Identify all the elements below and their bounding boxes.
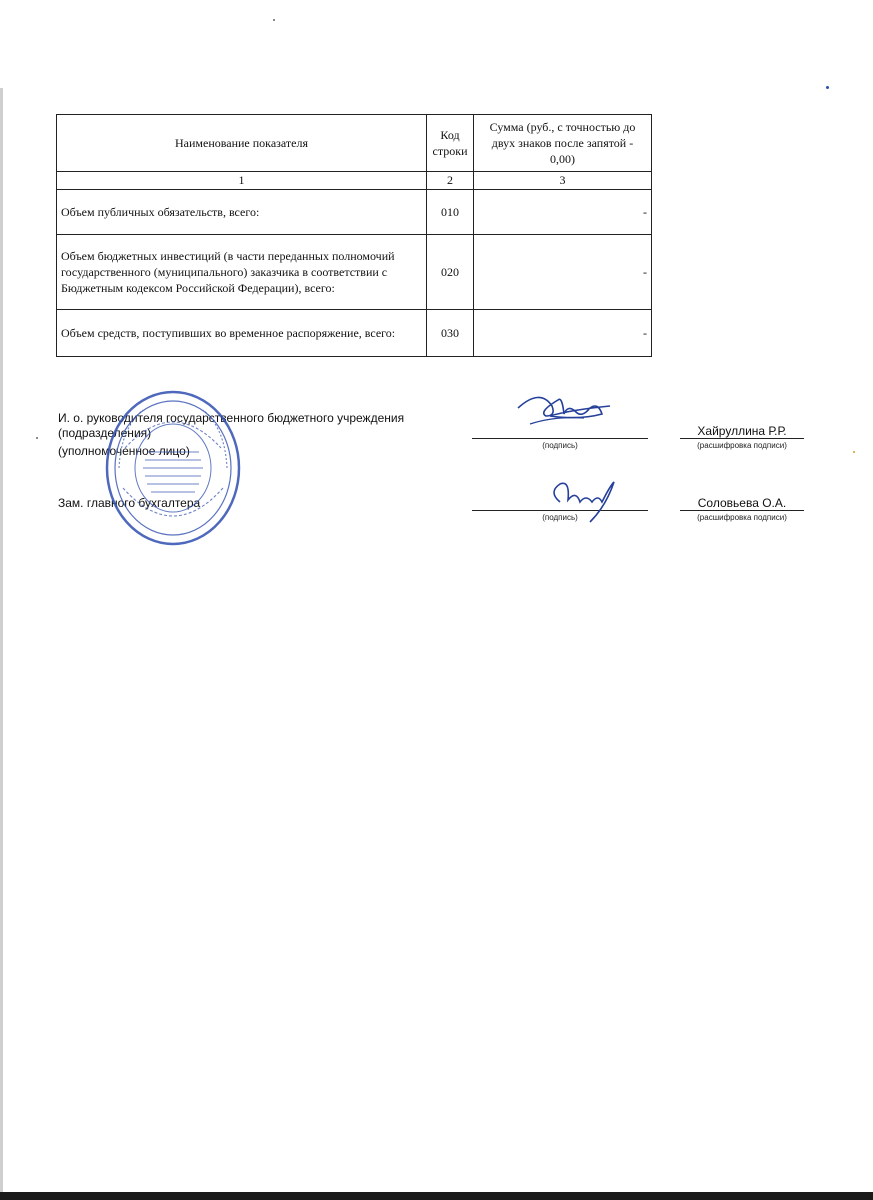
accountant-signature-scribble xyxy=(540,476,630,526)
head-signature-caption: (подпись) xyxy=(542,441,578,450)
column-number: 1 xyxy=(57,172,427,190)
accountant-name-line xyxy=(680,510,804,511)
row-sum: - xyxy=(474,235,652,310)
column-number: 3 xyxy=(474,172,652,190)
row-sum: - xyxy=(474,190,652,235)
table-header-row xyxy=(57,115,652,172)
row-code: 010 xyxy=(427,190,474,235)
row-name: Объем бюджетных инвестиций (в части переданных полномочий государственного (муниципального) заказчика в соответствии с Бюджетным кодексом Российской Федерации), всего: xyxy=(57,235,427,310)
accountant-title: Зам. главного бухгалтера xyxy=(58,496,201,510)
scan-speck xyxy=(36,437,38,439)
head-name-caption: (расшифровка подписи) xyxy=(697,441,787,450)
column-numbers-row xyxy=(57,172,652,190)
table-row xyxy=(57,190,652,235)
table-row xyxy=(57,310,652,357)
accountant-name-caption: (расшифровка подписи) xyxy=(697,513,787,522)
header-code: Код строки xyxy=(427,115,474,172)
head-title-line2: (подразделения) xyxy=(58,426,152,440)
header-name: Наименование показателя xyxy=(57,115,427,172)
report-table xyxy=(56,114,652,357)
head-title-line1: И. о. руководителя государственного бюджетного учреждения xyxy=(58,411,405,425)
accountant-signature-caption: (подпись) xyxy=(542,513,578,522)
scan-speck xyxy=(826,86,829,89)
scan-speck xyxy=(853,451,855,453)
row-code: 020 xyxy=(427,235,474,310)
scan-edge-left xyxy=(0,88,3,1196)
scan-speck xyxy=(273,19,275,21)
head-signature-line xyxy=(472,438,648,439)
accountant-name: Соловьева О.А. xyxy=(697,496,787,510)
head-name: Хайруллина Р.Р. xyxy=(697,424,787,438)
row-code: 030 xyxy=(427,310,474,357)
row-name: Объем средств, поступивших во временное распоряжение, всего: xyxy=(57,310,427,357)
head-title-line3: (уполномоченное лицо) xyxy=(58,444,190,458)
row-name: Объем публичных обязательств, всего: xyxy=(57,190,427,235)
scan-edge-bottom xyxy=(0,1192,873,1200)
table-row xyxy=(57,235,652,310)
header-sum: Сумма (руб., с точностью до двух знаков после запятой - 0,00) xyxy=(474,115,652,172)
column-number: 2 xyxy=(427,172,474,190)
head-signature-scribble xyxy=(510,386,620,436)
row-sum: - xyxy=(474,310,652,357)
official-stamp xyxy=(103,388,243,548)
head-name-line xyxy=(680,438,804,439)
